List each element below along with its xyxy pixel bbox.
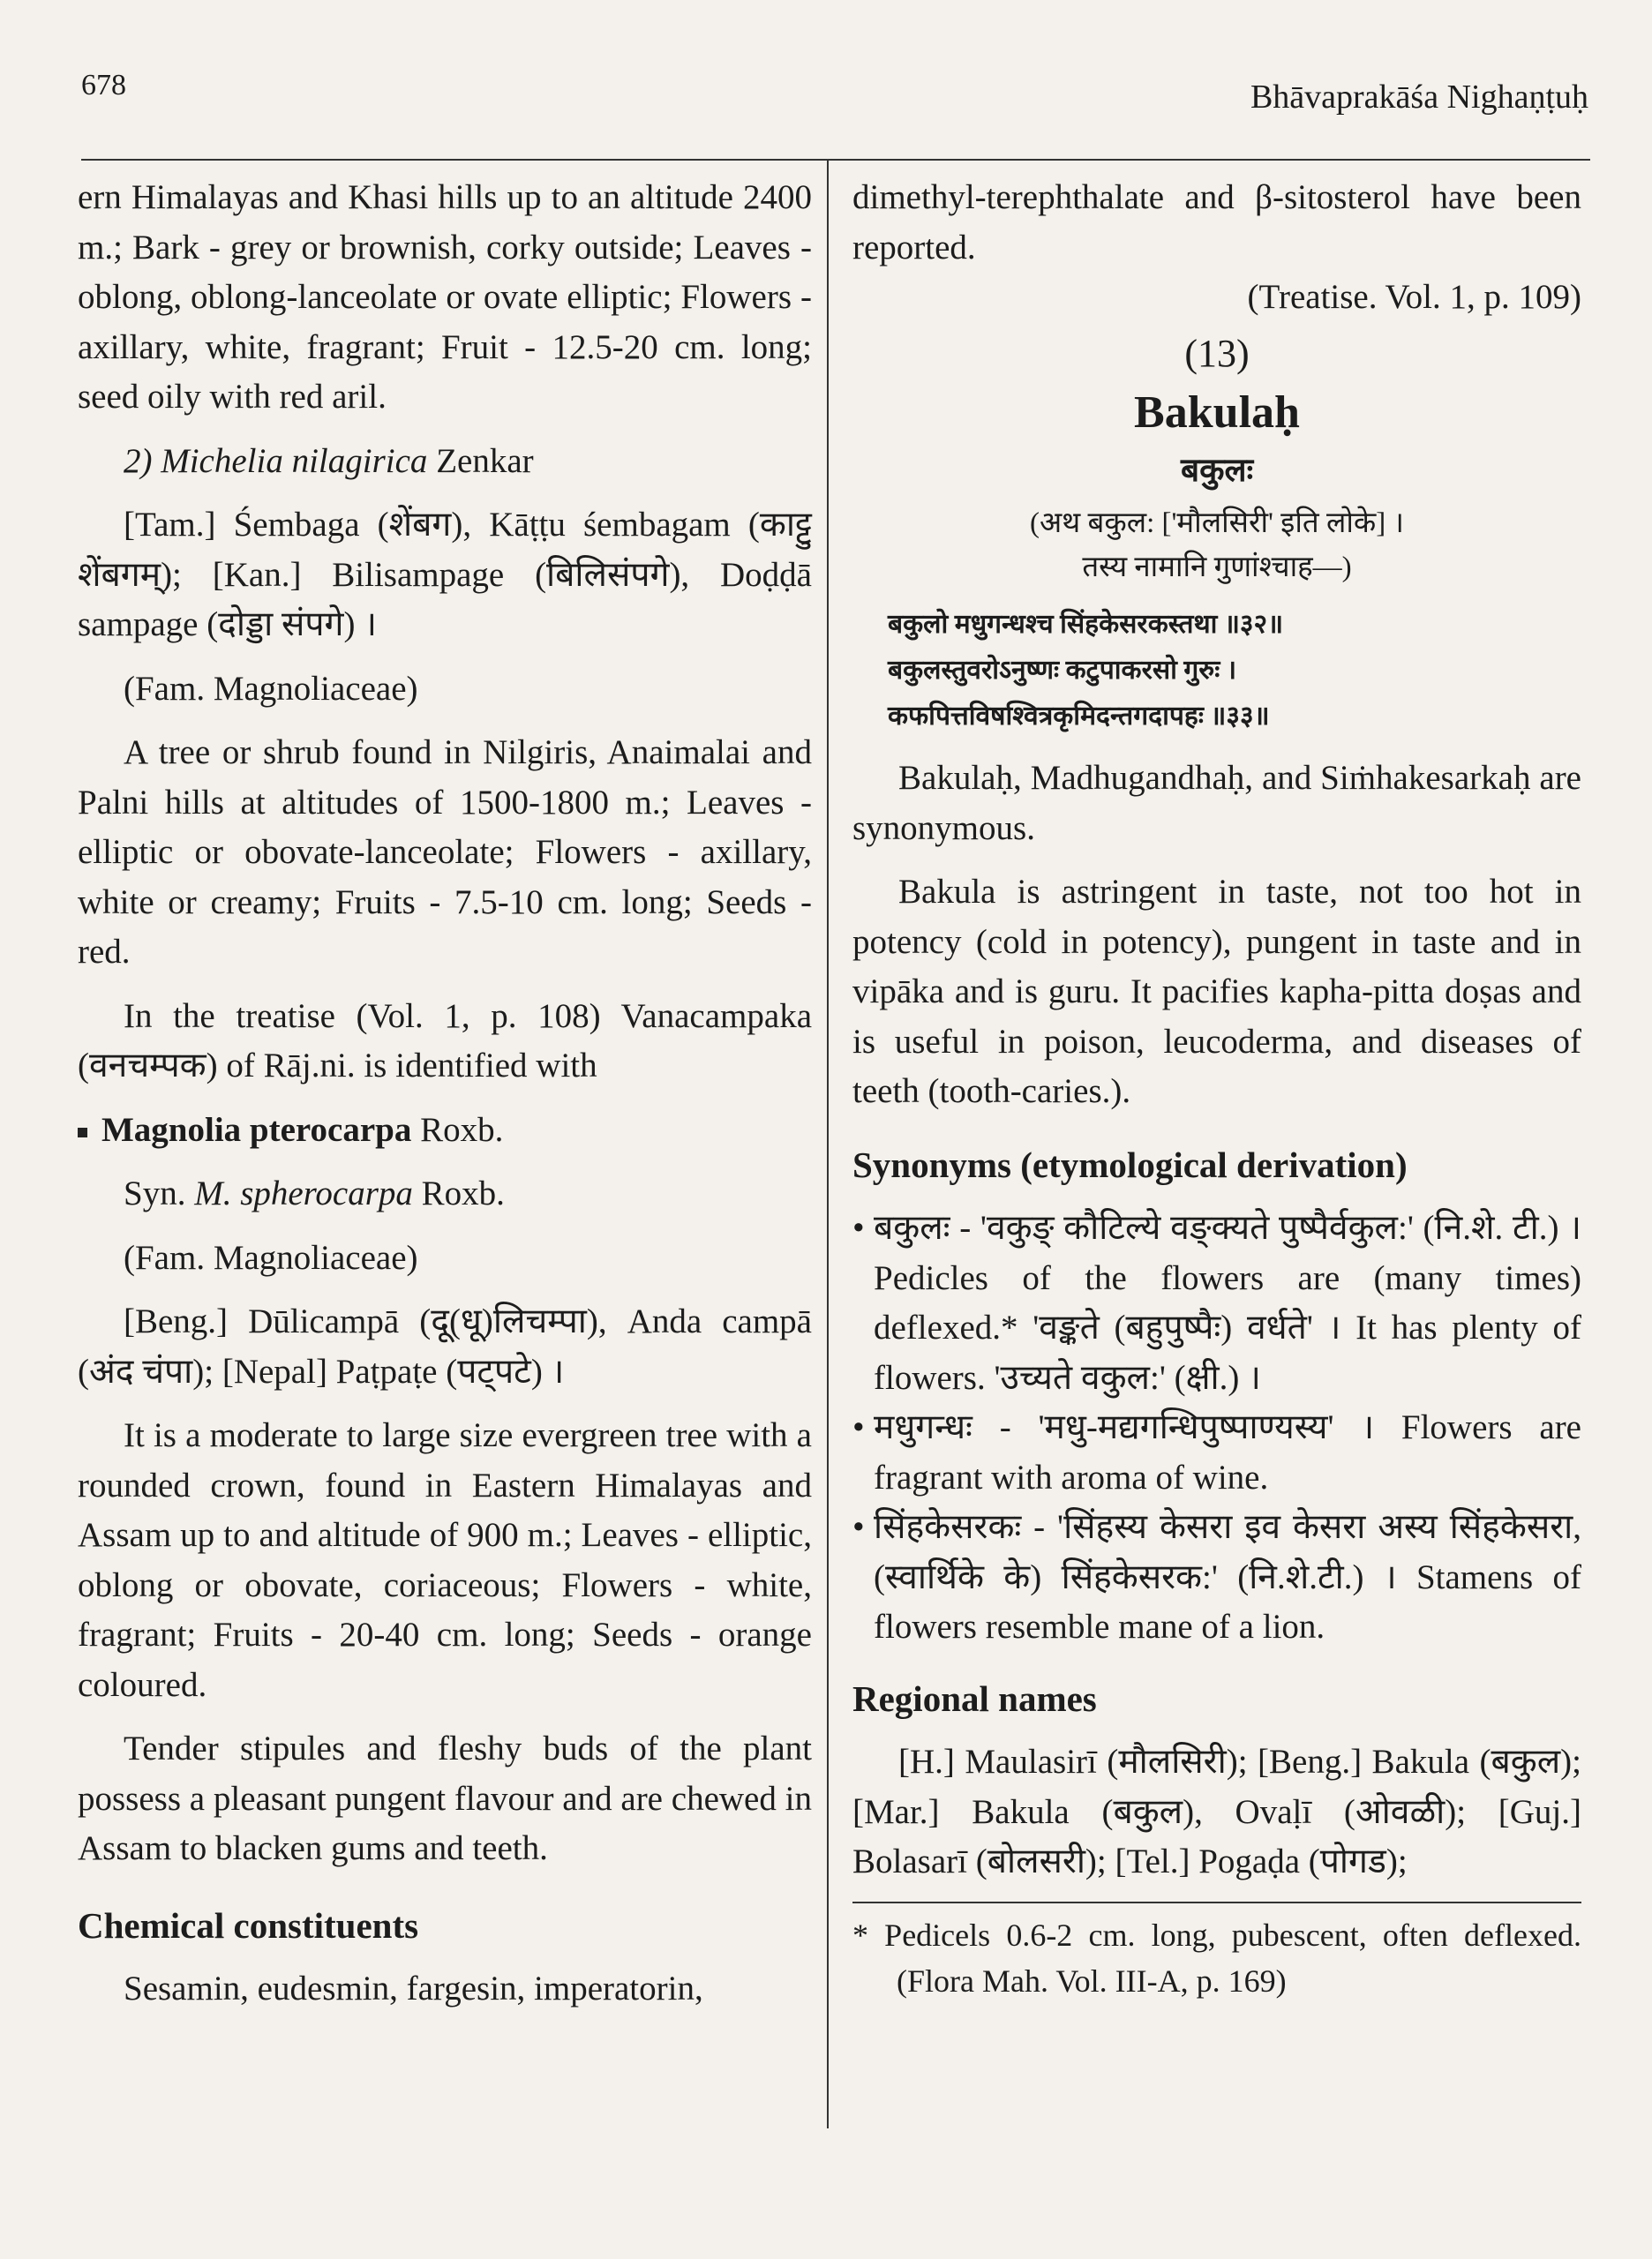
family-label: (Fam. Magnoliaceae) — [124, 669, 418, 708]
synonym-bullet — [852, 1503, 1581, 1653]
section-heading: Regional names — [852, 1677, 1097, 1719]
vernacular-names: [Beng.] Dūlicampā (दू(धू)लिचम्पा), Anda campā (अंद चंपा); [Nepal] Paṭpaṭe (पट्पटे) । — [78, 1302, 812, 1391]
synonym-prefix: Syn. — [124, 1175, 195, 1212]
column-divider — [827, 161, 829, 2128]
right-column — [852, 173, 1581, 2004]
synonym-line — [78, 1169, 812, 1220]
bullet-icon: • — [852, 1508, 865, 1546]
left-column — [78, 173, 812, 2015]
sanskrit-verse: बकुलस्तुवरोऽनुष्णः कटुपाकरसो गुरुः । — [888, 656, 1237, 685]
synonym-bullet-text: बकुलः - 'वकुङ् कौटिल्ये वङ्क्यते पुष्पैर्वकुल:' (नि.शे. टी.) । Pedicles of the flowers are (many times) deflexed.* 'वङ्कते (बहुपुष्पैः) वर्धते' । It has plenty of flowers. 'उच्यते वकुल:' (क्षी.) । — [874, 1209, 1581, 1397]
section-heading: Chemical constituents — [78, 1904, 419, 1946]
section-number: (13) — [1184, 331, 1250, 375]
species-name: 2) Michelia nilagirica — [124, 441, 428, 480]
intro-line: (अथ बकुल: ['मौलसिरी' इति लोके] । — [1029, 507, 1405, 539]
species-author: Zenkar — [427, 441, 534, 480]
regional-names: [H.] Maulasirī (मौलसिरी); [Beng.] Bakula (बकुल); [Mar.] Bakula (बकुल), Ovaḷī (ओवळी); [Guj.] Bolasarī (बोलसरी); [Tel.] Pogaḍa (पोगड); — [852, 1743, 1581, 1880]
synonym-bullet-text: सिंहकेसरकः - 'सिंहस्य केसरा इव केसरा अस्य सिंहकेसरा, (स्वार्थिके के) सिंहकेसरक:' (नि.शे.टी.) । Stamens of flowers resemble mane of a lion. — [874, 1508, 1581, 1646]
synonym-name: M. spherocarpa — [194, 1175, 413, 1212]
species-description: It is a moderate to large size evergreen tree with a rounded crown, found in Eastern Himalayas and Assam up to and altitude of 900 m.; Leaves - elliptic, oblong or obovate, coriaceous; Flowers - white, fragrant; Fruits - 20-40 cm. long; Seeds - orange coloured. — [78, 1416, 812, 1704]
synonym-bullet — [852, 1204, 1581, 1403]
treatise-reference: (Treatise. Vol. 1, p. 109) — [1247, 278, 1581, 316]
square-bullet-icon — [78, 1128, 87, 1137]
sanskrit-verse: बकुलो मधुगन्धश्च सिंहकेसरकस्तथा ॥३२॥ — [888, 610, 1284, 639]
species-author: Roxb. — [411, 1110, 504, 1149]
treatise-note: In the treatise (Vol. 1, p. 108) Vanacampaka (वनचम्पक) of Rāj.ni. is identified with — [78, 996, 812, 1084]
bullet-icon: • — [852, 1408, 865, 1446]
chemical-constituents-continued: dimethyl-terephthalate and β-sitosterol have been reported. — [852, 178, 1581, 266]
page-number: 678 — [81, 69, 126, 101]
devanagari-title: बकुलः — [1180, 452, 1254, 489]
synonym-author: Roxb. — [412, 1175, 505, 1212]
bullet-icon: • — [852, 1209, 865, 1247]
species-name: Magnolia pterocarpa — [101, 1110, 412, 1149]
intro-line: तस्य नामानि गुणांश्चाह—) — [1082, 552, 1352, 583]
chemical-constituents-text: Sesamin, eudesmin, fargesin, imperatorin, — [124, 1970, 703, 2008]
running-title: Bhāvaprakāśa Nighaṇṭuḥ — [1250, 79, 1588, 116]
species-description: A tree or shrub found in Nilgiris, Anaimalai and Palni hills at altitudes of 1500-1800 m.; Leaves - elliptic or obovate-lanceolate; Flowers - axillary, white or creamy; Fruits - 7.5-10 cm. long; Seeds - red. — [78, 733, 812, 971]
synonyms-heading: Synonyms (etymological derivation) — [852, 1144, 1408, 1185]
section-heading — [852, 1140, 1581, 1190]
vernacular-names: [Tam.] Śembaga (शेंबग), Kāṭṭu śembagam (काट्टु शेंबगम्); [Kan.] Bilisampage (बिलिसंपगे), Doḍḍā sampage (दोड्डा संपगे) । — [78, 506, 812, 643]
species-heading — [78, 1106, 812, 1156]
footnote-rule — [852, 1902, 1581, 1903]
family-label: (Fam. Magnoliaceae) — [124, 1238, 418, 1277]
synonyms-paragraph: Bakulaḥ, Madhugandhaḥ, and Siṁhakesarkaḥ are synonymous. — [852, 759, 1581, 847]
paragraph-continued-description: ern Himalayas and Khasi hills up to an altitude 2400 m.; Bark - grey or brownish, corky outside; Leaves - oblong, oblong-lanceolate or ovate elliptic; Flowers - axillary, white, fragrant; Fruit - 12.5-20 cm. long; seed oily with red aril. — [78, 178, 812, 416]
header-rule — [81, 159, 1590, 161]
synonym-bullet-text: मधुगन्धः - 'मधु-मद्यगन्धिपुष्पाण्यस्य' । Flowers are fragrant with aroma of wine. — [874, 1408, 1581, 1497]
footnote: * Pedicels 0.6-2 cm. long, pubescent, often deflexed. (Flora Mah. Vol. III-A, p. 169) — [852, 1917, 1581, 1999]
sanskrit-verse: कफपित्तविषश्वित्रकृमिदन्तगदापहः ॥३३॥ — [888, 702, 1270, 731]
usage-paragraph: Tender stipules and fleshy buds of the plant possess a pleasant pungent flavour and are chewed in Assam to blacken gums and teeth. — [78, 1730, 812, 1867]
synonym-bullet — [852, 1403, 1581, 1503]
properties-paragraph: Bakula is astringent in taste, not too hot in potency (cold in potency), pungent in taste and in vipāka and is guru. It pacifies kapha-pitta doṣas and is useful in poison, leucoderma, and diseases of teeth (tooth-caries.). — [852, 873, 1581, 1110]
species-heading — [78, 437, 812, 487]
section-title: Bakulaḥ — [1134, 387, 1300, 438]
